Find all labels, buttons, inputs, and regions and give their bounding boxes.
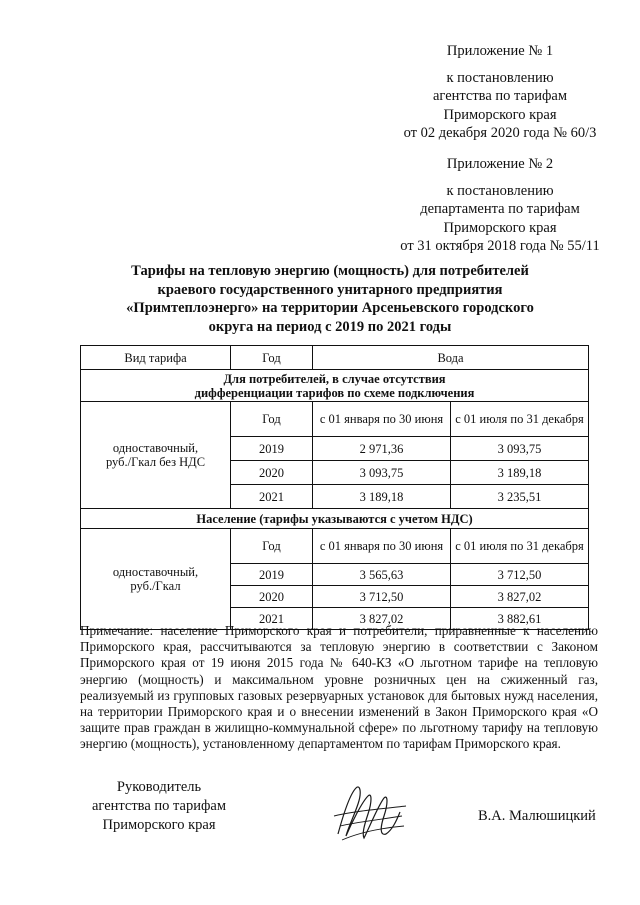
section-2-row-1-year: 2019 [231,564,313,586]
signatory-position-line-1: Руководитель [116,779,202,795]
section-2-title-row [81,509,589,529]
signatory-name: В.А. Малюшицкий [478,808,596,824]
section-2-subheader-row [81,529,589,564]
appendix-2-block [400,155,600,256]
section-2-row-3-h1: 3 827,02 [313,608,451,630]
signatory-position-line-2: агентства по тарифам [92,798,226,814]
section-1-row-2-year: 2020 [231,461,313,485]
signatory-position-line-3: Приморского края [102,817,216,833]
section-1-row-2-h2: 3 189,18 [451,461,589,485]
section-1-row-3-h1: 3 189,18 [313,485,451,509]
section-1-row-1-year: 2019 [231,437,313,461]
handwritten-signature [330,782,410,844]
appendix-2-line2: департамента по тарифам [420,201,580,217]
section-1-row-3-h2: 3 235,51 [451,485,589,509]
section-1-tariff-type-line-1: одноставочный, [112,441,199,455]
appendix-2-line4: от 31 октября 2018 года № 55/11 [400,238,600,254]
section-2-row-2-h2: 3 827,02 [451,586,589,608]
section-1-title-line-1: Для потребителей, в случае отсутствия [223,371,446,386]
header-tariff-type: Вид тарифа [81,346,231,370]
appendix-1-heading: Приложение № 1 [446,43,554,59]
section-2-row-2-year: 2020 [231,586,313,608]
tariff-table [80,345,589,630]
section-1-period-2: с 01 июля по 31 декабря [451,402,589,437]
section-1-year-header: Год [231,402,313,437]
title-line-2: краевого государственного унитарного предприятия [157,281,503,298]
header-water: Вода [313,346,589,370]
document-title [100,262,560,336]
section-1-title-line-2: дифференциации тарифов по схеме подключения [194,385,475,400]
section-2-year-header: Год [231,529,313,564]
note-paragraph: Примечание: население Приморского края и потребители, приравненные к населению Приморского края, рассчитываются за тепловую энергию в соответствии с Законом Приморского края от 19 июня 2015 года № 640-КЗ «О льготном тарифе на тепловую энергию (мощность) и максимальном уровне розничных цен на сжиженный газ, реализуемый из групповых газовых резервуарных установок для бытовых нужд населения, на территории Приморского края и о внесении изменений в Закон Приморского края «О защите прав граждан в жилищно-коммунальной сфере» по льготному тарифу на тепловую энергию (мощность), установленному департаментом по тарифам Приморского края. [80,623,598,752]
section-1-period-1: с 01 января по 30 июня [313,402,451,437]
appendix-1-line3: Приморского края [443,106,557,123]
section-1-row-1-h2: 3 093,75 [451,437,589,461]
table-header-row [81,346,589,370]
section-1-tariff-type [81,402,231,509]
signatory-position [74,778,244,835]
section-2-period-1: с 01 января по 30 июня [313,529,451,564]
section-1-row-1-h1: 2 971,36 [313,437,451,461]
appendix-1-line4: от 02 декабря 2020 года № 60/3 [403,125,597,141]
title-line-1: Тарифы на тепловую энергию (мощность) для потребителей [131,263,529,279]
title-line-3: «Примтеплоэнерго» на территории Арсеньевского городского [126,300,534,316]
section-1-row-3-year: 2021 [231,485,313,509]
section-1-tariff-type-line-2: руб./Гкал без НДС [105,455,206,469]
section-1-title [81,370,589,402]
appendix-2-line3: Приморского края [443,219,557,236]
section-2-row-3-h2: 3 882,61 [451,608,589,630]
section-2-tariff-type-line-1: одноставочный, [112,565,199,579]
title-line-4: округа на период с 2019 по 2021 годы [208,318,452,335]
appendix-2-heading: Приложение № 2 [446,156,554,172]
header-year: Год [231,346,313,370]
section-2-row-1-h1: 3 565,63 [313,564,451,586]
section-2-title: Население (тарифы указываются с учетом НДС) [81,509,589,529]
section-1-row-2-h1: 3 093,75 [313,461,451,485]
section-2-tariff-type [81,529,231,630]
section-2-period-2: с 01 июля по 31 декабря [451,529,589,564]
appendix-1-line1: к постановлению [446,69,554,86]
section-2-row-2-h1: 3 712,50 [313,586,451,608]
section-2-row-1-h2: 3 712,50 [451,564,589,586]
section-1-subheader-row [81,402,589,437]
section-2-tariff-type-line-2: руб./Гкал [130,579,181,593]
appendix-1-line2: агентства по тарифам [433,88,567,104]
appendix-2-line1: к постановлению [446,182,554,199]
appendix-1-block [400,42,600,143]
section-2-row-3-year: 2021 [231,608,313,630]
section-1-title-row [81,370,589,402]
